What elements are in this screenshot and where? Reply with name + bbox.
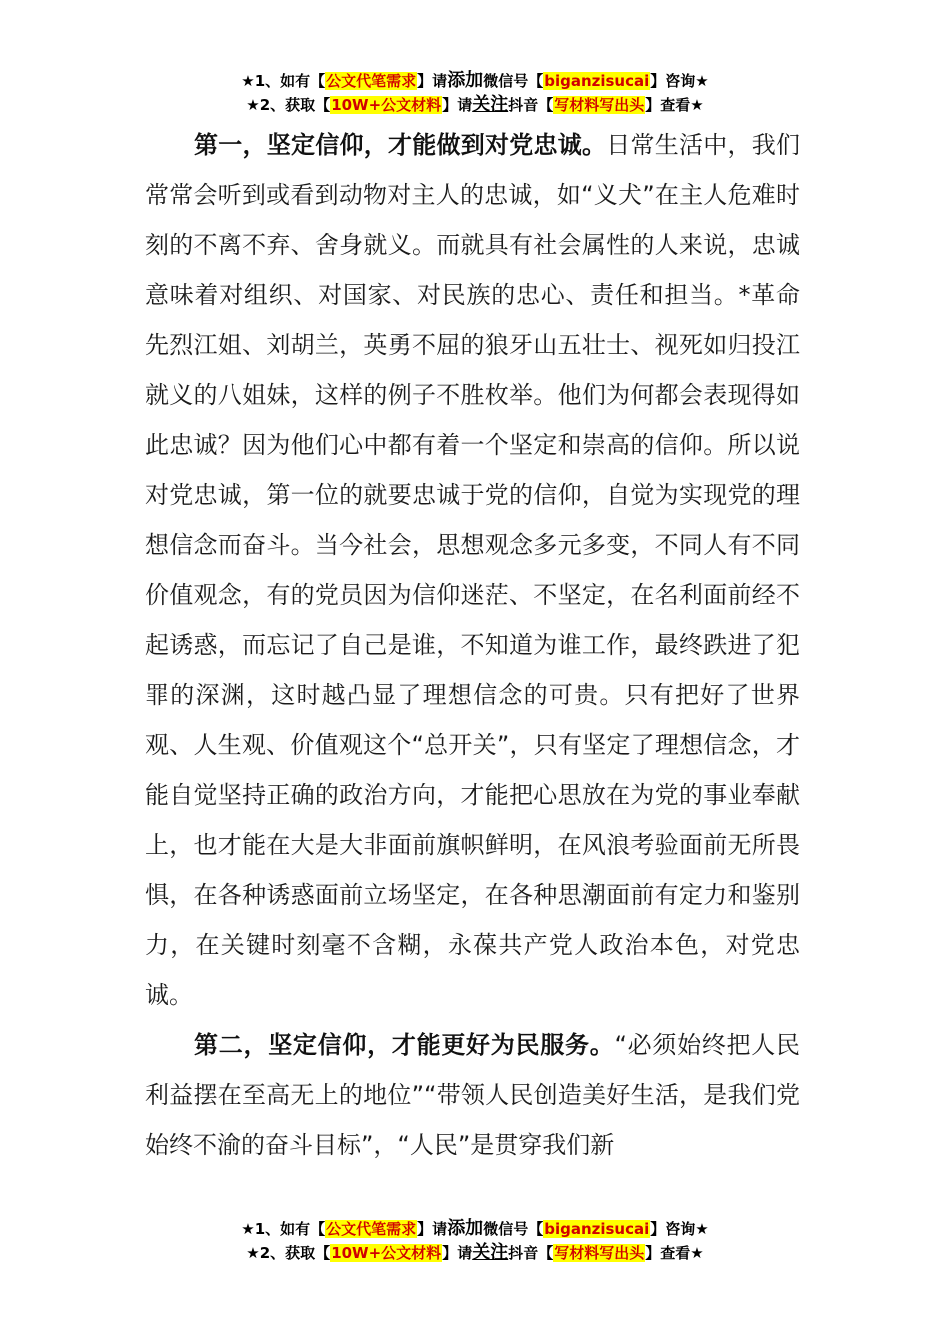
banner-emphasis: 关注 <box>472 1242 509 1263</box>
paragraph-lead: 第二，坚定信仰，才能更好为民服务。 <box>194 1031 615 1059</box>
paragraph-text: “必须始终把人民利益摆在至高无上的地位”“带领人民创造美好生活，是我们党始终不渝的奋斗目标”，“人民”是贯穿我们新 <box>145 1031 801 1159</box>
header-banner <box>0 69 950 117</box>
highlight-service: 公文代笔需求 <box>326 1220 417 1238</box>
paragraph-1 <box>145 120 800 1020</box>
paragraph-2 <box>145 1020 800 1170</box>
banner-text: 】请 <box>417 1220 448 1238</box>
banner-text: 抖音【 <box>508 96 554 114</box>
highlight-douyin-account: 写材料写出头 <box>554 96 645 114</box>
banner-line-2 <box>0 93 950 117</box>
highlight-douyin-account: 写材料写出头 <box>554 1244 645 1262</box>
banner-text: 】请 <box>442 1244 473 1262</box>
highlight-wechat-id: biganzisucai <box>544 1220 650 1238</box>
banner-text: 】请 <box>442 96 473 114</box>
banner-emphasis: 添加 <box>447 70 484 91</box>
footer-banner <box>0 1217 950 1265</box>
banner-text: 抖音【 <box>508 1244 554 1262</box>
document-body <box>145 120 800 1170</box>
banner-text: 】查看★ <box>645 1244 704 1262</box>
paragraph-lead: 第一，坚定信仰，才能做到对党忠诚。 <box>194 131 607 159</box>
paragraph-text: 日常生活中，我们常常会听到或看到动物对主人的忠诚，如“义犬”在主人危难时刻的不离不弃、舍身就义。而就具有社会属性的人来说，忠诚意味着对组织、对国家、对民族的忠心、责任和担当。*革命先烈江姐、刘胡兰，英勇不屈的狼牙山五壮士、视死如归投江就义的八姐妹，这样的例子不胜枚举。他们为何都会表现得如此忠诚？因为他们心中都有着一个坚定和崇高的信仰。所以说对党忠诚，第一位的就要忠诚于党的信仰，自觉为实现党的理想信念而奋斗。当今社会，思想观念多元多变，不同人有不同价值观念，有的党员因为信仰迷茫、不坚定，在名利面前经不起诱惑，而忘记了自己是谁，不知道为谁工作，最终跌进了犯罪的深渊，这时越凸显了理想信念的可贵。只有把好了世界观、人生观、价值观这个“总开关”，只有坚定了理想信念，才能自觉坚持正确的政治方向，才能把心思放在为党的事业奉献上，也才能在大是大非面前旗帜鲜明，在风浪考验面前无所畏惧，在各种诱惑面前立场坚定，在各种思潮面前有定力和鉴别力，在关键时刻毫不含糊，永葆共产党人政治本色，对党忠诚。 <box>145 131 800 1009</box>
banner-text: ★2、获取【 <box>246 96 331 114</box>
banner-line-1 <box>0 69 950 93</box>
highlight-wechat-id: biganzisucai <box>544 72 650 90</box>
banner-line-1 <box>0 1217 950 1241</box>
banner-text: 微信号【 <box>483 1220 544 1238</box>
banner-emphasis: 添加 <box>447 1218 484 1239</box>
highlight-service: 公文代笔需求 <box>326 72 417 90</box>
banner-emphasis: 关注 <box>472 94 509 115</box>
highlight-materials: 10W+公文材料 <box>331 1244 442 1262</box>
banner-text: ★1、如有【 <box>241 1220 326 1238</box>
banner-text: ★2、获取【 <box>246 1244 331 1262</box>
banner-text: 】咨询★ <box>650 72 709 90</box>
banner-line-2 <box>0 1241 950 1265</box>
banner-text: 】请 <box>417 72 448 90</box>
banner-text: ★1、如有【 <box>241 72 326 90</box>
highlight-materials: 10W+公文材料 <box>331 96 442 114</box>
banner-text: 】查看★ <box>645 96 704 114</box>
banner-text: 微信号【 <box>483 72 544 90</box>
banner-text: 】咨询★ <box>650 1220 709 1238</box>
